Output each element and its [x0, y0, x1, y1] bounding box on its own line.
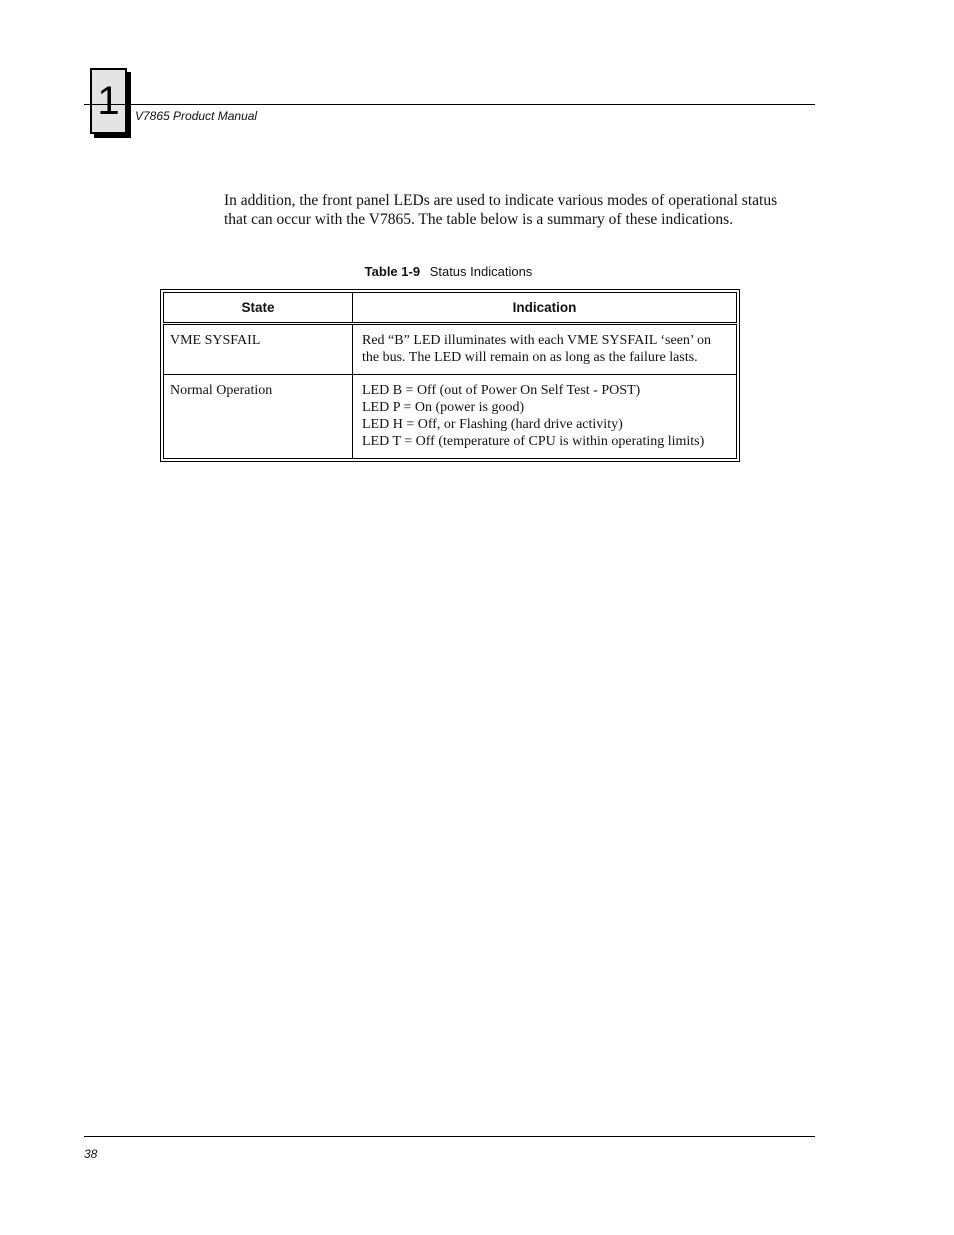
table-caption-title: Status Indications: [429, 264, 533, 279]
header-rule: [84, 104, 815, 105]
table-row: [164, 374, 737, 458]
indication-cell: [353, 374, 737, 458]
chapter-tab: [90, 68, 127, 134]
indication-line: LED T = Off (temperature of CPU is within operating limits): [362, 434, 705, 450]
table-header-row: [164, 293, 737, 324]
indication-cell: [353, 324, 737, 375]
state-cell: Normal Operation: [164, 374, 353, 458]
column-header-state: State: [164, 293, 353, 324]
status-table-frame: [160, 289, 740, 462]
indication-line: LED H = Off, or Flashing (hard drive activity): [362, 417, 623, 433]
indication-line: LED P = On (power is good): [362, 399, 525, 415]
manual-title: V7865 Product Manual: [135, 109, 258, 123]
footer-rule: [84, 1136, 815, 1137]
indication-line: LED B = Off (out of Power On Self Test - POST): [362, 382, 641, 398]
table-row: [164, 324, 737, 375]
status-table: [163, 292, 737, 459]
intro-paragraph: In addition, the front panel LEDs are used to indicate various modes of operational status that can occur with the V7865. The table below is a summary of these indications.: [224, 192, 778, 228]
indication-text: Red “B” LED illuminates with each VME SYSFAIL ‘seen’ on the bus. The LED will remain on as long as the failure lasts.: [362, 333, 712, 366]
chapter-number: 1: [97, 79, 120, 123]
page-number: 38: [84, 1147, 98, 1161]
column-header-indication: Indication: [353, 293, 737, 324]
table-caption-label: Table 1-9: [364, 264, 421, 279]
state-cell: VME SYSFAIL: [164, 324, 353, 375]
table-caption: [160, 264, 737, 279]
